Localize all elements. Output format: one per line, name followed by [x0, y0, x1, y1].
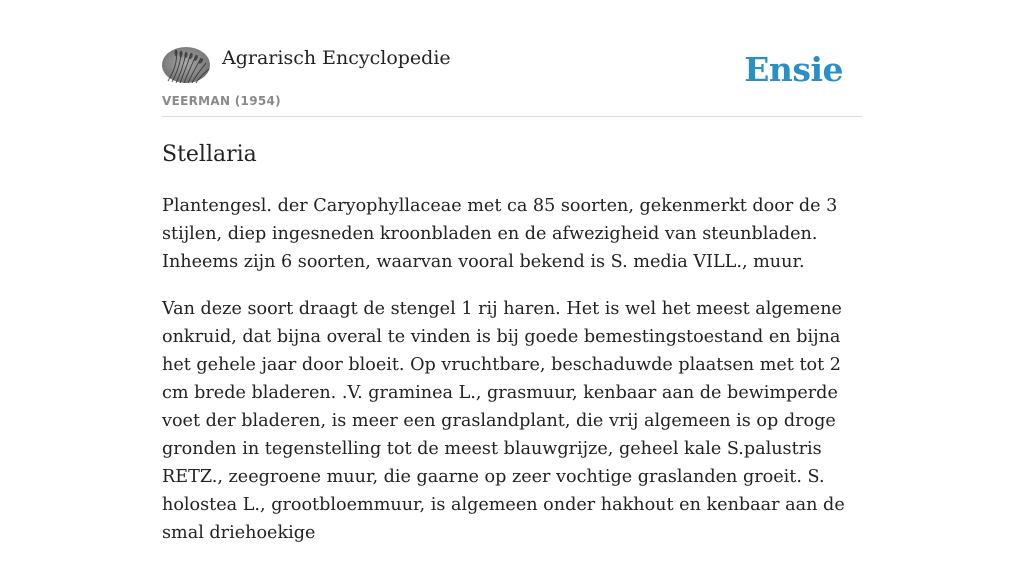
source-header: [162, 40, 862, 117]
article-paragraph: Van deze soort draagt de stengel 1 rij haren. Het is wel het meest algemene onkruid, dat bijna overal te vinden is bij goede bemestingstoestand en bijna het gehele jaar door bloeit. Op vruchtbare, beschaduwde plaatsen met tot 2 cm brede bladeren. .V. graminea L., grasmuur, kenbaar aan de bewimperde voet der bladeren, is meer een graslandplant, die vrij algemeen is op droge gronden in tegenstelling tot de meest blauwgrijze, geheel kale S.palustris RETZ., zeegroene muur, die gaarne op zeer vochtige graslanden groeit. S. holostea L., grootbloemmuur, is algemeen onder hakhout en kenbaar aan de smal driehoekige: [162, 299, 845, 543]
source-meta: VEERMAN (1954): [162, 94, 281, 108]
article-title: Stellaria: [162, 142, 257, 167]
brand-logo-link[interactable]: Ensie: [744, 50, 843, 89]
wheat-engraving-logo-icon[interactable]: [162, 47, 210, 83]
article-body: [162, 192, 862, 566]
source-title[interactable]: Agrarisch Encyclopedie: [222, 47, 451, 69]
article-paragraph: Plantengesl. der Caryophyllaceae met ca 85 soorten, gekenmerkt door de 3 stijlen, diep ingesneden kroonbladen en de afwezigheid van steunbladen. Inheems zijn 6 soorten, waarvan vooral bekend is S. media VILL., muur.: [162, 196, 838, 272]
